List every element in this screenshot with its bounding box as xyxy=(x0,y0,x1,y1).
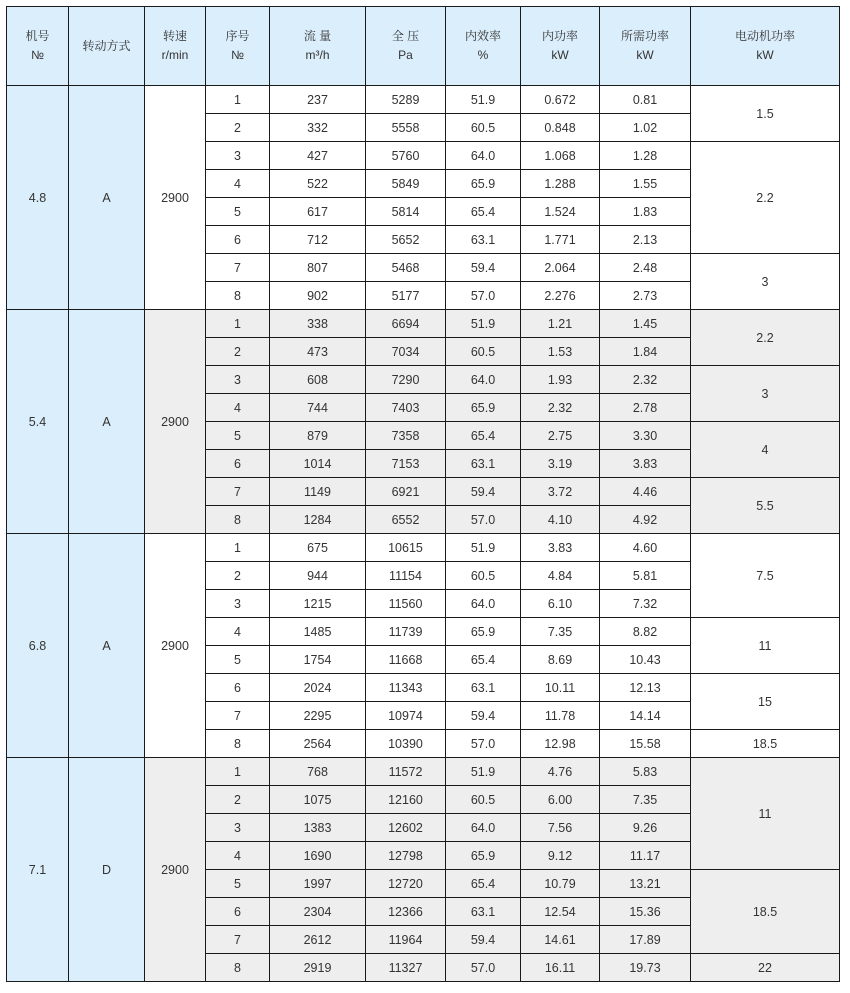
required-power-cell: 0.81 xyxy=(600,86,691,114)
model-cell: 7.1 xyxy=(7,758,69,982)
power-cell: 2.276 xyxy=(521,282,600,310)
power-cell: 1.21 xyxy=(521,310,600,338)
speed-cell: 2900 xyxy=(145,86,206,310)
required-power-cell: 7.32 xyxy=(600,590,691,618)
power-cell: 14.61 xyxy=(521,926,600,954)
power-cell: 2.75 xyxy=(521,422,600,450)
table-header xyxy=(7,7,840,86)
required-power-cell: 11.17 xyxy=(600,842,691,870)
flow-cell: 1149 xyxy=(270,478,366,506)
fan-performance-table-container xyxy=(6,6,840,982)
pressure-cell: 12602 xyxy=(366,814,446,842)
seq-cell: 7 xyxy=(206,702,270,730)
flow-cell: 1284 xyxy=(270,506,366,534)
efficiency-cell: 59.4 xyxy=(446,478,521,506)
header-model-label: 机号 xyxy=(25,29,50,43)
header-model-unit: № xyxy=(31,48,44,62)
flow-cell: 2304 xyxy=(270,898,366,926)
power-cell: 4.10 xyxy=(521,506,600,534)
power-cell: 2.32 xyxy=(521,394,600,422)
efficiency-cell: 59.4 xyxy=(446,926,521,954)
pressure-cell: 5760 xyxy=(366,142,446,170)
efficiency-cell: 63.1 xyxy=(446,450,521,478)
required-power-cell: 14.14 xyxy=(600,702,691,730)
power-cell: 1.288 xyxy=(521,170,600,198)
speed-cell: 2900 xyxy=(145,534,206,758)
pressure-cell: 7290 xyxy=(366,366,446,394)
speed-cell: 2900 xyxy=(145,758,206,982)
pressure-cell: 6921 xyxy=(366,478,446,506)
efficiency-cell: 64.0 xyxy=(446,590,521,618)
pressure-cell: 11668 xyxy=(366,646,446,674)
seq-cell: 8 xyxy=(206,506,270,534)
fan-performance-table xyxy=(6,6,840,982)
required-power-cell: 4.46 xyxy=(600,478,691,506)
efficiency-cell: 65.4 xyxy=(446,422,521,450)
drive-cell: D xyxy=(69,758,145,982)
header-power-unit: kW xyxy=(551,48,569,62)
pressure-cell: 5558 xyxy=(366,114,446,142)
power-cell: 4.84 xyxy=(521,562,600,590)
header-required-power xyxy=(600,7,691,86)
efficiency-cell: 60.5 xyxy=(446,562,521,590)
power-cell: 0.672 xyxy=(521,86,600,114)
seq-cell: 3 xyxy=(206,590,270,618)
drive-cell: A xyxy=(69,534,145,758)
power-cell: 9.12 xyxy=(521,842,600,870)
power-cell: 10.11 xyxy=(521,674,600,702)
header-drive xyxy=(69,7,145,86)
header-seq-unit: № xyxy=(231,48,244,62)
header-motor-power xyxy=(691,7,840,86)
efficiency-cell: 51.9 xyxy=(446,310,521,338)
efficiency-cell: 63.1 xyxy=(446,898,521,926)
header-speed-label: 转速 xyxy=(162,29,187,43)
pressure-cell: 5849 xyxy=(366,170,446,198)
power-cell: 1.068 xyxy=(521,142,600,170)
seq-cell: 2 xyxy=(206,786,270,814)
required-power-cell: 2.48 xyxy=(600,254,691,282)
required-power-cell: 2.73 xyxy=(600,282,691,310)
motor-power-cell: 3 xyxy=(691,254,840,310)
model-cell: 6.8 xyxy=(7,534,69,758)
flow-cell: 879 xyxy=(270,422,366,450)
flow-cell: 473 xyxy=(270,338,366,366)
pressure-cell: 5289 xyxy=(366,86,446,114)
drive-cell: A xyxy=(69,86,145,310)
header-speed xyxy=(145,7,206,86)
seq-cell: 1 xyxy=(206,534,270,562)
seq-cell: 7 xyxy=(206,254,270,282)
pressure-cell: 10390 xyxy=(366,730,446,758)
power-cell: 1.524 xyxy=(521,198,600,226)
seq-cell: 5 xyxy=(206,422,270,450)
pressure-cell: 11572 xyxy=(366,758,446,786)
pressure-cell: 5468 xyxy=(366,254,446,282)
flow-cell: 768 xyxy=(270,758,366,786)
power-cell: 10.79 xyxy=(521,870,600,898)
flow-cell: 1075 xyxy=(270,786,366,814)
header-power xyxy=(521,7,600,86)
flow-cell: 1014 xyxy=(270,450,366,478)
pressure-cell: 5814 xyxy=(366,198,446,226)
flow-cell: 2024 xyxy=(270,674,366,702)
seq-cell: 4 xyxy=(206,842,270,870)
header-speed-unit: r/min xyxy=(161,48,189,62)
motor-power-cell: 2.2 xyxy=(691,310,840,366)
seq-cell: 4 xyxy=(206,618,270,646)
flow-cell: 675 xyxy=(270,534,366,562)
header-pressure xyxy=(366,7,446,86)
required-power-cell: 5.83 xyxy=(600,758,691,786)
power-cell: 4.76 xyxy=(521,758,600,786)
power-cell: 12.98 xyxy=(521,730,600,758)
header-efficiency-unit: % xyxy=(477,48,489,62)
efficiency-cell: 65.4 xyxy=(446,646,521,674)
required-power-cell: 3.30 xyxy=(600,422,691,450)
power-cell: 2.064 xyxy=(521,254,600,282)
required-power-cell: 12.13 xyxy=(600,674,691,702)
seq-cell: 4 xyxy=(206,394,270,422)
header-model xyxy=(7,7,69,86)
motor-power-cell: 7.5 xyxy=(691,534,840,618)
pressure-cell: 11327 xyxy=(366,954,446,982)
header-row xyxy=(7,7,840,86)
motor-power-cell: 18.5 xyxy=(691,870,840,954)
pressure-cell: 12366 xyxy=(366,898,446,926)
required-power-cell: 1.55 xyxy=(600,170,691,198)
header-flow-label: 流 量 xyxy=(303,29,332,43)
drive-cell: A xyxy=(69,310,145,534)
efficiency-cell: 57.0 xyxy=(446,954,521,982)
efficiency-cell: 60.5 xyxy=(446,338,521,366)
required-power-cell: 15.36 xyxy=(600,898,691,926)
efficiency-cell: 65.9 xyxy=(446,842,521,870)
seq-cell: 4 xyxy=(206,170,270,198)
pressure-cell: 7153 xyxy=(366,450,446,478)
pressure-cell: 11560 xyxy=(366,590,446,618)
pressure-cell: 11343 xyxy=(366,674,446,702)
motor-power-cell: 11 xyxy=(691,618,840,674)
header-drive-label: 转动方式 xyxy=(82,38,131,53)
efficiency-cell: 57.0 xyxy=(446,730,521,758)
power-cell: 7.35 xyxy=(521,618,600,646)
model-cell: 4.8 xyxy=(7,86,69,310)
seq-cell: 5 xyxy=(206,870,270,898)
efficiency-cell: 64.0 xyxy=(446,814,521,842)
efficiency-cell: 63.1 xyxy=(446,674,521,702)
flow-cell: 1754 xyxy=(270,646,366,674)
header-power-label: 内功率 xyxy=(541,29,578,43)
table-row xyxy=(7,86,840,114)
motor-power-cell: 3 xyxy=(691,366,840,422)
seq-cell: 3 xyxy=(206,142,270,170)
seq-cell: 6 xyxy=(206,226,270,254)
required-power-cell: 1.28 xyxy=(600,142,691,170)
seq-cell: 7 xyxy=(206,478,270,506)
pressure-cell: 12720 xyxy=(366,870,446,898)
efficiency-cell: 51.9 xyxy=(446,534,521,562)
header-motor-power-unit: kW xyxy=(756,48,774,62)
flow-cell: 338 xyxy=(270,310,366,338)
motor-power-cell: 11 xyxy=(691,758,840,870)
motor-power-cell: 15 xyxy=(691,674,840,730)
header-required-power-unit: kW xyxy=(636,48,654,62)
seq-cell: 2 xyxy=(206,562,270,590)
pressure-cell: 12160 xyxy=(366,786,446,814)
pressure-cell: 5177 xyxy=(366,282,446,310)
flow-cell: 617 xyxy=(270,198,366,226)
required-power-cell: 10.43 xyxy=(600,646,691,674)
flow-cell: 807 xyxy=(270,254,366,282)
header-pressure-unit: Pa xyxy=(398,48,413,62)
required-power-cell: 8.82 xyxy=(600,618,691,646)
motor-power-cell: 18.5 xyxy=(691,730,840,758)
pressure-cell: 5652 xyxy=(366,226,446,254)
required-power-cell: 5.81 xyxy=(600,562,691,590)
power-cell: 12.54 xyxy=(521,898,600,926)
required-power-cell: 2.78 xyxy=(600,394,691,422)
flow-cell: 522 xyxy=(270,170,366,198)
power-cell: 8.69 xyxy=(521,646,600,674)
header-required-power-label: 所需功率 xyxy=(620,29,669,43)
model-cell: 5.4 xyxy=(7,310,69,534)
pressure-cell: 12798 xyxy=(366,842,446,870)
power-cell: 1.771 xyxy=(521,226,600,254)
power-cell: 3.19 xyxy=(521,450,600,478)
efficiency-cell: 59.4 xyxy=(446,254,521,282)
table-body xyxy=(7,86,840,982)
motor-power-cell: 4 xyxy=(691,422,840,478)
seq-cell: 1 xyxy=(206,310,270,338)
efficiency-cell: 65.4 xyxy=(446,198,521,226)
table-row xyxy=(7,534,840,562)
efficiency-cell: 51.9 xyxy=(446,758,521,786)
motor-power-cell: 1.5 xyxy=(691,86,840,142)
seq-cell: 5 xyxy=(206,198,270,226)
efficiency-cell: 65.9 xyxy=(446,394,521,422)
seq-cell: 8 xyxy=(206,730,270,758)
flow-cell: 427 xyxy=(270,142,366,170)
seq-cell: 6 xyxy=(206,898,270,926)
efficiency-cell: 65.9 xyxy=(446,170,521,198)
required-power-cell: 1.45 xyxy=(600,310,691,338)
table-row xyxy=(7,310,840,338)
flow-cell: 2564 xyxy=(270,730,366,758)
header-efficiency xyxy=(446,7,521,86)
required-power-cell: 4.60 xyxy=(600,534,691,562)
flow-cell: 1485 xyxy=(270,618,366,646)
flow-cell: 944 xyxy=(270,562,366,590)
header-seq-label: 序号 xyxy=(225,29,250,43)
efficiency-cell: 63.1 xyxy=(446,226,521,254)
required-power-cell: 1.02 xyxy=(600,114,691,142)
pressure-cell: 7403 xyxy=(366,394,446,422)
power-cell: 3.83 xyxy=(521,534,600,562)
seq-cell: 8 xyxy=(206,282,270,310)
flow-cell: 237 xyxy=(270,86,366,114)
flow-cell: 608 xyxy=(270,366,366,394)
efficiency-cell: 57.0 xyxy=(446,282,521,310)
flow-cell: 744 xyxy=(270,394,366,422)
power-cell: 6.10 xyxy=(521,590,600,618)
header-flow xyxy=(270,7,366,86)
header-motor-power-label: 电动机功率 xyxy=(734,29,795,43)
flow-cell: 2919 xyxy=(270,954,366,982)
efficiency-cell: 65.4 xyxy=(446,870,521,898)
seq-cell: 3 xyxy=(206,814,270,842)
flow-cell: 712 xyxy=(270,226,366,254)
flow-cell: 2612 xyxy=(270,926,366,954)
power-cell: 1.93 xyxy=(521,366,600,394)
pressure-cell: 11964 xyxy=(366,926,446,954)
pressure-cell: 10974 xyxy=(366,702,446,730)
required-power-cell: 2.32 xyxy=(600,366,691,394)
speed-cell: 2900 xyxy=(145,310,206,534)
required-power-cell: 4.92 xyxy=(600,506,691,534)
efficiency-cell: 59.4 xyxy=(446,702,521,730)
pressure-cell: 11154 xyxy=(366,562,446,590)
pressure-cell: 6694 xyxy=(366,310,446,338)
table-row xyxy=(7,758,840,786)
seq-cell: 1 xyxy=(206,86,270,114)
efficiency-cell: 51.9 xyxy=(446,86,521,114)
efficiency-cell: 65.9 xyxy=(446,618,521,646)
power-cell: 16.11 xyxy=(521,954,600,982)
required-power-cell: 1.83 xyxy=(600,198,691,226)
pressure-cell: 11739 xyxy=(366,618,446,646)
pressure-cell: 7034 xyxy=(366,338,446,366)
pressure-cell: 10615 xyxy=(366,534,446,562)
power-cell: 7.56 xyxy=(521,814,600,842)
required-power-cell: 17.89 xyxy=(600,926,691,954)
flow-cell: 332 xyxy=(270,114,366,142)
power-cell: 11.78 xyxy=(521,702,600,730)
seq-cell: 1 xyxy=(206,758,270,786)
header-pressure-label: 全 压 xyxy=(391,29,420,43)
efficiency-cell: 57.0 xyxy=(446,506,521,534)
power-cell: 0.848 xyxy=(521,114,600,142)
pressure-cell: 7358 xyxy=(366,422,446,450)
efficiency-cell: 64.0 xyxy=(446,142,521,170)
required-power-cell: 2.13 xyxy=(600,226,691,254)
seq-cell: 5 xyxy=(206,646,270,674)
flow-cell: 1383 xyxy=(270,814,366,842)
efficiency-cell: 64.0 xyxy=(446,366,521,394)
seq-cell: 6 xyxy=(206,674,270,702)
motor-power-cell: 2.2 xyxy=(691,142,840,254)
power-cell: 6.00 xyxy=(521,786,600,814)
required-power-cell: 13.21 xyxy=(600,870,691,898)
flow-cell: 1215 xyxy=(270,590,366,618)
seq-cell: 8 xyxy=(206,954,270,982)
flow-cell: 1690 xyxy=(270,842,366,870)
power-cell: 1.53 xyxy=(521,338,600,366)
required-power-cell: 7.35 xyxy=(600,786,691,814)
required-power-cell: 19.73 xyxy=(600,954,691,982)
motor-power-cell: 5.5 xyxy=(691,478,840,534)
flow-cell: 2295 xyxy=(270,702,366,730)
seq-cell: 7 xyxy=(206,926,270,954)
required-power-cell: 1.84 xyxy=(600,338,691,366)
motor-power-cell: 22 xyxy=(691,954,840,982)
power-cell: 3.72 xyxy=(521,478,600,506)
required-power-cell: 15.58 xyxy=(600,730,691,758)
pressure-cell: 6552 xyxy=(366,506,446,534)
header-seq xyxy=(206,7,270,86)
seq-cell: 3 xyxy=(206,366,270,394)
seq-cell: 6 xyxy=(206,450,270,478)
efficiency-cell: 60.5 xyxy=(446,786,521,814)
header-flow-unit: m³/h xyxy=(305,48,330,62)
required-power-cell: 3.83 xyxy=(600,450,691,478)
seq-cell: 2 xyxy=(206,338,270,366)
seq-cell: 2 xyxy=(206,114,270,142)
flow-cell: 902 xyxy=(270,282,366,310)
required-power-cell: 9.26 xyxy=(600,814,691,842)
efficiency-cell: 60.5 xyxy=(446,114,521,142)
header-efficiency-label: 内效率 xyxy=(464,29,501,43)
flow-cell: 1997 xyxy=(270,870,366,898)
